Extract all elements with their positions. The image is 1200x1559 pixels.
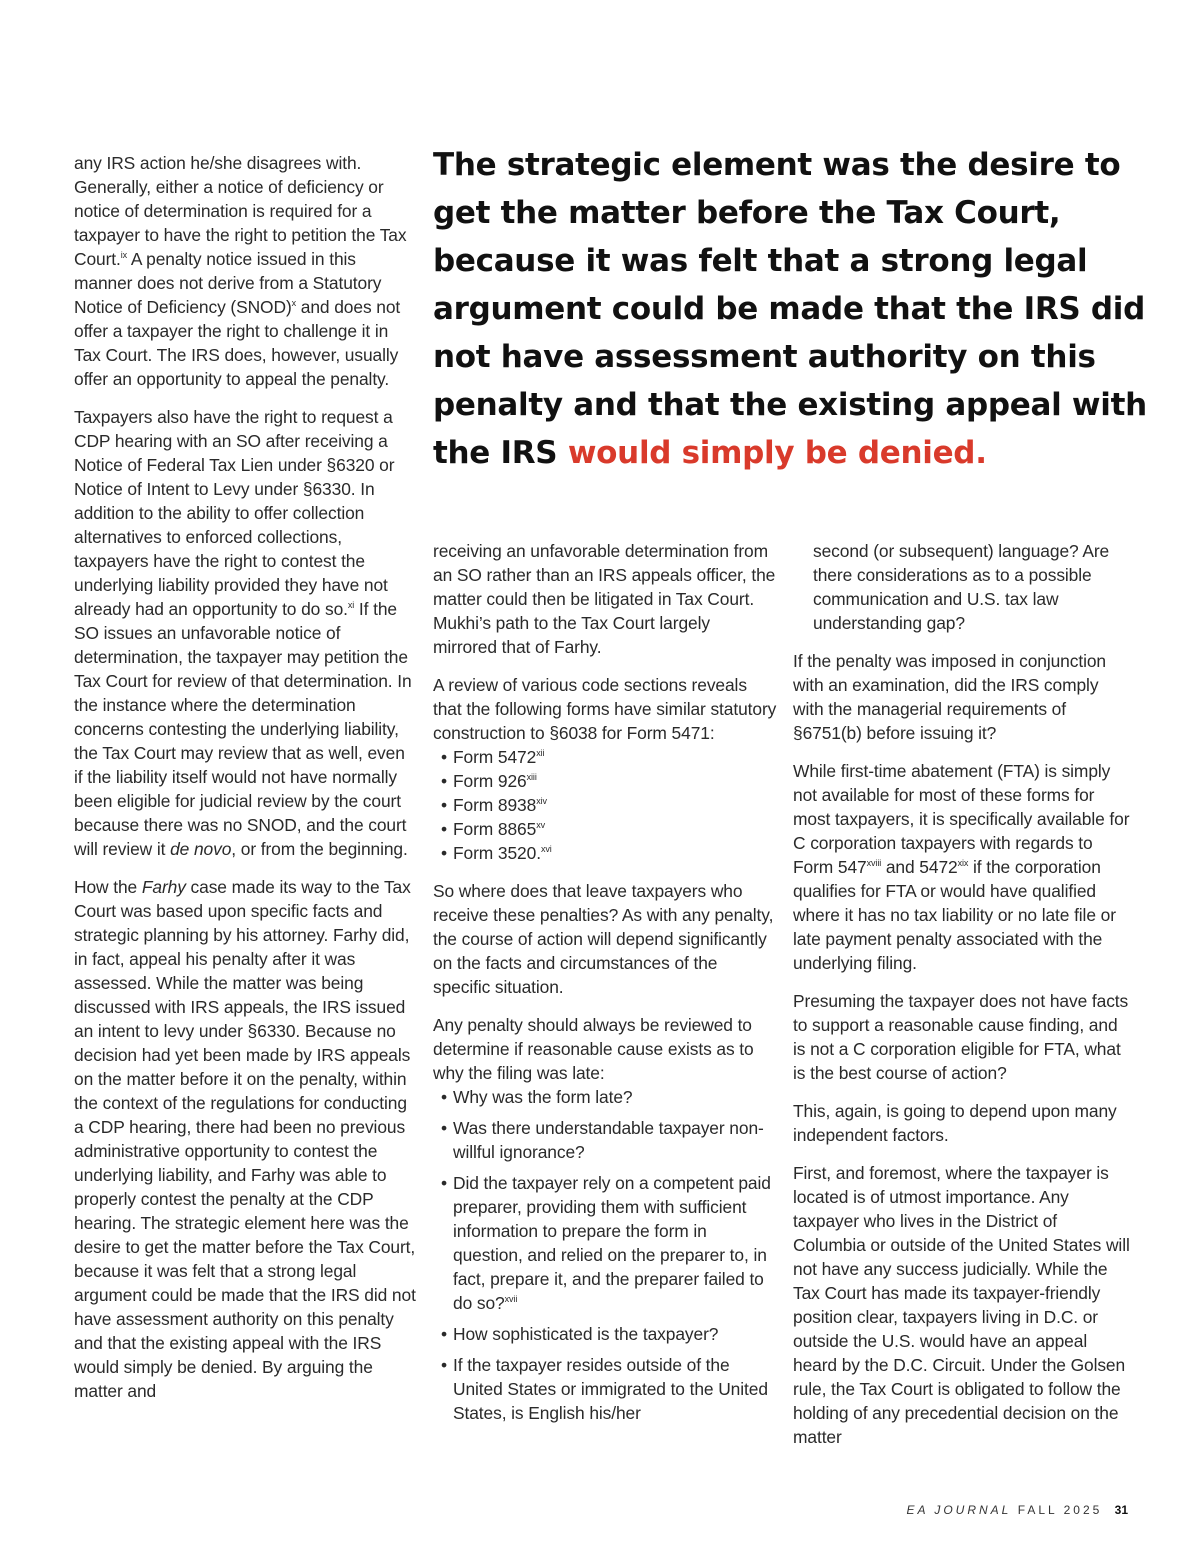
- list-item: • Why was the form late?: [433, 1085, 777, 1109]
- paragraph: Any penalty should always be reviewed to determine if reasonable cause exists as to why the filing was late:: [433, 1015, 754, 1083]
- paragraph: If the penalty was imposed in conjunction with an examination, did the IRS comply with the managerial requirements of §6751(b) before issuing it?: [793, 651, 1106, 743]
- page-number: 31: [1114, 1503, 1128, 1517]
- paragraph: How the Farhy case made its way to the Tax Court was based upon specific facts and strategic planning by his attorney. Farhy did, in fact, appeal his penalty after it was assessed. While the matter was being discussed with IRS appeals, the IRS issued an intent to levy under §6330. Because no decision had yet been made by IRS appeals on the matter before it on the penalty, within the context of the regulations for conducting a CDP hearing, there had been no previous administrative opportunity to contest the underlying liability, and Farhy was able to properly contest the penalty at the CDP hearing. The strategic element here was the desire to get the matter before the Tax Court, because it was felt that a strong legal argument could be made that the IRS did not have assessment authority on this penalty and that the existing appeal with the IRS would simply be denied. By arguing the matter and: [74, 877, 416, 1401]
- paragraph: receiving an unfavorable determination from an SO rather than an IRS appeals officer, the matter could then be litigated in Tax Court. Mukhi’s path to the Tax Court largely mirrored that of Farhy.: [433, 541, 776, 657]
- list-item: • Did the taxpayer rely on a competent paid preparer, providing them with sufficient information to prepare the form in question, and relied on the preparer to, in fact, prepare it, and the preparer failed to do so?$^{xvii}$: [433, 1171, 777, 1315]
- paragraph: This, again, is going to depend upon many independent factors.: [793, 1101, 1117, 1145]
- list-item: • Form 8865$^{xv}$: [433, 817, 777, 841]
- list-item-continued: second (or subsequent) language? Are there considerations as to a possible communication and U.S. tax law understanding gap?: [813, 541, 1110, 633]
- journal-name: EA JOURNAL: [906, 1503, 1012, 1517]
- pull-quote-highlight: would simply be denied.: [567, 435, 987, 471]
- page-footer: [906, 1503, 1128, 1517]
- paragraph: So where does that leave taxpayers who receive these penalties? As with any penalty, the course of action will depend significantly on the facts and circumstances of the specific situation.: [433, 881, 774, 997]
- issue-label: FALL 2025: [1017, 1503, 1103, 1517]
- article-column-2: [433, 539, 777, 1439]
- paragraph: any IRS action he/she disagrees with. Generally, either a notice of deficiency or notice of determination is required for a taxpayer to have the right to petition the Tax Court.$^{ix}$ A penalty notice issued in this manner does not derive from a Statutory Notice of Deficiency (SNOD)$^x$ and does not offer a taxpayer the right to challenge it in Tax Court. The IRS does, however, usually offer an opportunity to appeal the penalty.: [74, 153, 407, 389]
- article-column-3: [793, 539, 1133, 1463]
- paragraph: A review of various code sections reveals that the following forms have similar statutory construction to §6038 for Form 5471:: [433, 675, 777, 743]
- paragraph: Presuming the taxpayer does not have facts to support a reasonable cause finding, and is not a C corporation eligible for FTA, what is the best course of action?: [793, 991, 1129, 1083]
- pull-quote: The strategic element was the desire to get the matter before the Tax Court, because it was felt that a strong legal argument could be made that the IRS did not have assessment authority on this penalty and that the existing appeal with the IRS would simply be denied.: [433, 147, 1147, 471]
- list-item: • If the taxpayer resides outside of the United States or immigrated to the United States, is English his/her: [433, 1353, 777, 1425]
- list-item: • Form 5472$^{xii}$: [433, 745, 777, 769]
- list-item: • Form 8938$^{xiv}$: [433, 793, 777, 817]
- paragraph: While first-time abatement (FTA) is simply not available for most of these forms for most taxpayers, it is specifically available for C corporation taxpayers with regards to Form $547^{xviii}$ and 5472$^{xix}$ if the corporation qualifies for FTA or would have qualified where it has no tax liability or no late file or late payment penalty associated with the underlying filing.: [793, 761, 1130, 973]
- reasonable-cause-questions: [433, 1085, 777, 1425]
- list-item: • Form 926$^{xiii}$: [433, 769, 777, 793]
- endnote-ref: ix: [120, 250, 128, 260]
- endnote-ref: xi: [347, 600, 355, 610]
- article-column-1: [74, 151, 416, 1417]
- list-item: • How sophisticated is the taxpayer?: [433, 1322, 777, 1346]
- list-item: • Form 3520.$^{xvi}$: [433, 841, 777, 865]
- forms-list: [433, 745, 777, 865]
- list-item: • Was there understandable taxpayer non-willful ignorance?: [433, 1116, 777, 1164]
- endnote-ref: x: [291, 298, 297, 308]
- paragraph: Taxpayers also have the right to request a CDP hearing with an SO after receiving a Notice of Federal Tax Lien under §6320 or Notice of Intent to Levy under §6330. In addition to the ability to offer collection alternatives to enforced collections, taxpayers have the right to contest the underlying liability provided they have not already had an opportunity to do so.$^{xi}$ If the SO issues an unfavorable notice of determination, the taxpayer may petition the Tax Court for review of that determination. In the instance where the determination concerns contesting the underlying liability, the Tax Court may review that as well, even if the liability itself would not have normally been eligible for judicial review by the court because there was no SNOD, and the court will review it de novo, or from the beginning.: [74, 407, 412, 859]
- paragraph: First, and foremost, where the taxpayer is located is of utmost importance. Any taxpayer who lives in the District of Columbia or outside of the United States will not have any success judicially. While the Tax Court has made its taxpayer-friendly position clear, taxpayers living in D.C. or outside the U.S. would have an appeal heard by the D.C. Circuit. Under the Golsen rule, the Tax Court is obligated to follow the holding of any precedential decision on the matter: [793, 1163, 1130, 1447]
